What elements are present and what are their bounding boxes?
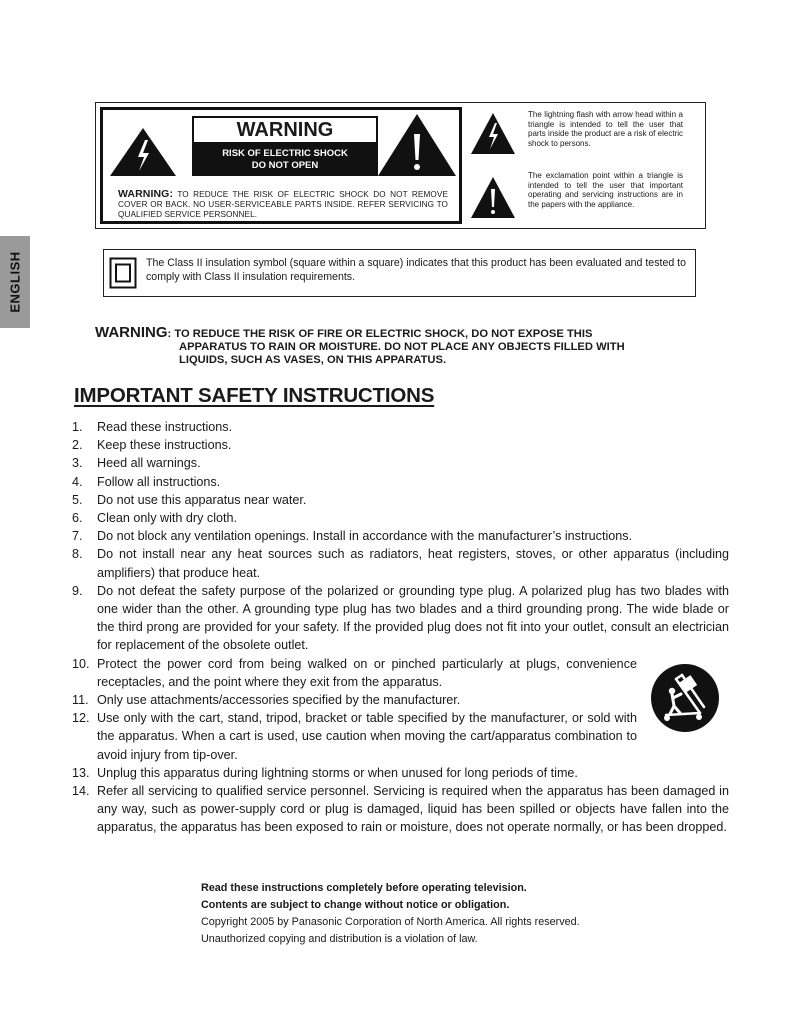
item-text: Refer all servicing to qualified service personnel. Servicing is required when the apparatus has been damaged in any way, such as power-supply cord or plug is damaged, liquid has been spilled or objects have fallen into the apparatus, the apparatus has been exposed to rain or moisture, does not operate normally, or has been dropped.	[97, 784, 729, 835]
item-text: Do not install near any heat sources such as radiators, heat registers, stoves, or other apparatus (including amplifiers) that produce heat.	[97, 547, 729, 580]
item-number: 1.	[72, 420, 83, 434]
exclamation-symbol-icon	[470, 176, 516, 220]
fire-shock-warning-line3: LIQUIDS, SUCH AS VASES, ON THIS APPARATUS.	[179, 354, 447, 366]
language-tab-label: ENGLISH	[7, 251, 23, 313]
item-number: 14.	[72, 784, 90, 799]
item-text: Use only with the cart, stand, tripod, bracket or table specified by the manufacturer, or sold with the apparatus. When a cart is used, use caution when moving the cart/apparatus combination to avoid injury from tip-over.	[97, 711, 637, 762]
list-item	[72, 764, 729, 782]
item-text: Unplug this apparatus during lightning storms or when unused for long periods of time.	[97, 765, 578, 780]
class2-insulation-icon	[109, 257, 137, 289]
item-text: Clean only with dry cloth.	[97, 511, 237, 526]
exclamation-symbol-note: The exclamation point within a triangle is intended to tell the user that important operating and servicing instructions are in the papers with the appliance.	[528, 171, 683, 209]
instructions-list	[72, 418, 729, 837]
cart-tipover-icon	[650, 663, 720, 733]
list-item	[72, 691, 637, 709]
footer-copying-notice: Unauthorized copying and distribution is a violation of law.	[201, 933, 478, 945]
warning-label-body: TO REDUCE THE RISK OF ELECTRIC SHOCK DO NOT REMOVE COVER OR BACK. NO USER-SERVICEABLE PARTS INSIDE. REFER SERVICING TO QUALIFIED SERVICE PERSONNEL.	[118, 190, 449, 219]
item-text: Do not block any ventilation openings. Install in accordance with the manufacturer’s instructions.	[97, 529, 633, 544]
item-text: Read these instructions.	[97, 420, 233, 434]
list-item	[72, 782, 729, 837]
shock-risk-banner	[192, 144, 378, 176]
item-number: 4.	[72, 474, 83, 489]
item-text: Do not use this apparatus near water.	[97, 492, 307, 507]
item-number: 2.	[72, 438, 83, 453]
lightning-warning-icon	[108, 126, 178, 178]
item-number: 10.	[72, 656, 90, 671]
fire-shock-warning-line1: : TO REDUCE THE RISK OF FIRE OR ELECTRIC SHOCK, DO NOT EXPOSE THIS	[167, 328, 593, 340]
item-text: Keep these instructions.	[97, 438, 232, 453]
item-text: Protect the power cord from being walked on or pinched particularly at plugs, convenience receptacles, and the point where they exit from the apparatus.	[97, 656, 637, 689]
fire-shock-warning-label: WARNING	[95, 324, 168, 341]
item-text: Only use attachments/accessories specified by the manufacturer.	[97, 693, 461, 708]
list-item	[72, 491, 729, 509]
item-number: 11.	[72, 693, 89, 708]
list-item	[72, 545, 729, 581]
footer-copyright: Copyright 2005 by Panasonic Corporation of North America. All rights reserved.	[201, 916, 580, 928]
item-text: Follow all instructions.	[97, 474, 221, 489]
list-item	[72, 655, 637, 691]
item-text: Heed all warnings.	[97, 456, 201, 471]
lightning-symbol-note: The lightning flash with arrow head within a triangle is intended to tell the user that parts inside the product are a risk of electric shock to persons.	[528, 110, 683, 148]
item-number: 8.	[72, 547, 83, 562]
shock-risk-line1: RISK OF ELECTRIC SHOCK	[222, 148, 348, 159]
list-item	[72, 709, 637, 764]
footer-read-instructions: Read these instructions completely before operating television.	[201, 882, 527, 894]
item-number: 3.	[72, 456, 83, 471]
warning-title: WARNING	[192, 116, 378, 144]
list-item	[72, 454, 729, 472]
item-number: 9.	[72, 583, 83, 598]
language-tab	[0, 236, 30, 328]
item-number: 13.	[72, 765, 90, 780]
item-number: 6.	[72, 511, 83, 526]
list-item	[72, 436, 729, 454]
item-number: 7.	[72, 529, 83, 544]
class2-description: The Class II insulation symbol (square within a square) indicates that this product has been evaluated and tested to comply with Class II insulation requirements.	[146, 257, 687, 283]
list-item	[72, 418, 729, 436]
item-text: Do not defeat the safety purpose of the polarized or grounding type plug. A polarized plug has two blades with one wider than the other. A grounding type plug has two blades and a third grounding prong. The wide blade or the third prong are provided for your safety. If the provided plug does not fit into your outlet, consult an electrician for replacement of the obsolete outlet.	[97, 583, 729, 653]
warning-label-prefix: WARNING:	[118, 188, 174, 200]
section-title: IMPORTANT SAFETY INSTRUCTIONS	[74, 384, 435, 407]
list-item	[72, 582, 729, 655]
footer-change-notice: Contents are subject to change without notice or obligation.	[201, 899, 510, 911]
shock-risk-line2: DO NOT OPEN	[251, 160, 319, 171]
lightning-symbol-icon	[470, 112, 516, 156]
fire-shock-warning-line2: APPARATUS TO RAIN OR MOISTURE. DO NOT PLACE ANY OBJECTS FILLED WITH	[179, 341, 625, 353]
warning-label-text	[118, 189, 448, 220]
fire-shock-warning	[95, 326, 735, 367]
footer-notes	[201, 880, 580, 948]
list-item	[72, 473, 729, 491]
item-number: 12.	[72, 711, 90, 726]
list-item	[72, 527, 729, 545]
exclamation-warning-icon	[376, 112, 458, 178]
item-number: 5.	[72, 492, 83, 507]
list-item	[72, 509, 729, 527]
